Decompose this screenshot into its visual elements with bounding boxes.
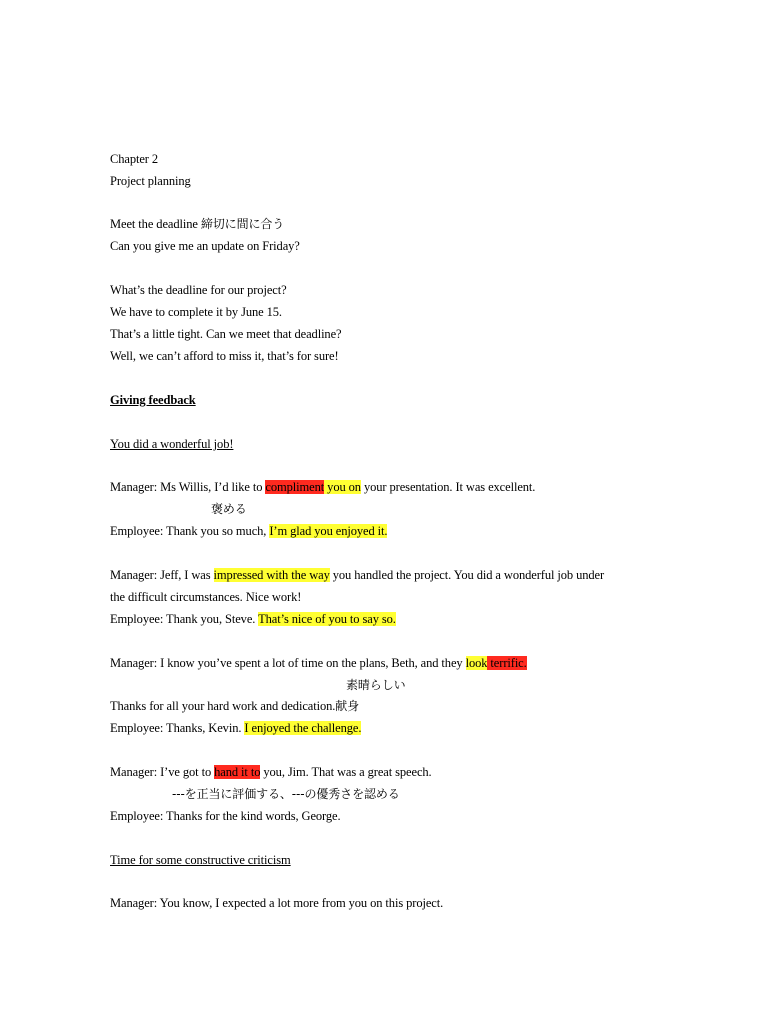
text-segment: Manager: I know you’ve spent a lot of time on the plans, Beth, and they (110, 656, 466, 670)
highlight-red: compliment (265, 480, 325, 494)
response-line (110, 611, 396, 627)
text-segment: you handled the project. You did a wonderful job under (329, 568, 605, 582)
highlight-yellow: look (465, 656, 488, 670)
section-heading: Giving feedback (110, 393, 196, 407)
translation-note: 献身 (335, 699, 360, 713)
example-line: Manager: You know, I expected a lot more from you on this project. (110, 896, 444, 910)
text-segment: your presentation. It was excellent. (360, 480, 536, 494)
text-segment: Employee: Thank you so much, (110, 524, 270, 538)
dialogue-line: That’s a little tight. Can we meet that deadline? (110, 327, 342, 341)
translation-note: 素晴らしい (346, 678, 406, 692)
chapter-title: Chapter 2 (110, 152, 159, 166)
example-line (110, 655, 527, 671)
translation-note: 褒める (211, 502, 247, 516)
dialogue-line: Well, we can’t afford to miss it, that’s for sure! (110, 349, 339, 363)
phrase-line (110, 216, 284, 232)
text-segment: Manager: I’ve got to (110, 765, 215, 779)
text-segment: Manager: Jeff, I was (110, 568, 214, 582)
response-line: Employee: Thanks for the kind words, George. (110, 809, 341, 823)
subsection-heading: Time for some constructive criticism (110, 853, 291, 867)
text-segment: Manager: Ms Willis, I’d like to (110, 480, 266, 494)
highlight-red: terrific. (487, 656, 527, 670)
chapter-subtitle: Project planning (110, 174, 191, 188)
highlight-red: hand it to (214, 765, 261, 779)
phrase-translation: 締切に間に合う (200, 217, 285, 231)
highlight-yellow: you on (324, 480, 361, 494)
example-continuation: the difficult circumstances. Nice work! (110, 590, 302, 604)
subsection-heading: You did a wonderful job! (110, 437, 234, 451)
text-segment: Thanks for all your hard work and dedication. (110, 699, 336, 713)
highlight-yellow: impressed with the way (213, 568, 330, 582)
example-line (110, 479, 535, 495)
highlight-yellow: I’m glad you enjoyed it. (269, 524, 388, 538)
text-segment: you, Jim. That was a great speech. (260, 765, 432, 779)
response-line (110, 720, 361, 736)
dialogue-line: We have to complete it by June 15. (110, 305, 282, 319)
response-line (110, 523, 387, 539)
translation-note: ---を正当に評価する、---の優秀さを認める (172, 787, 400, 801)
text-segment: Employee: Thank you, Steve. (110, 612, 259, 626)
update-line: Can you give me an update on Friday? (110, 239, 300, 253)
example-continuation (110, 698, 359, 714)
dialogue-line: What’s the deadline for our project? (110, 283, 287, 297)
highlight-yellow: That’s nice of you to say so. (258, 612, 396, 626)
example-line (110, 567, 604, 583)
example-line (110, 764, 432, 780)
highlight-yellow: I enjoyed the challenge. (244, 721, 362, 735)
text-segment: Employee: Thanks, Kevin. (110, 721, 245, 735)
phrase-text: Meet the deadline (110, 217, 201, 231)
